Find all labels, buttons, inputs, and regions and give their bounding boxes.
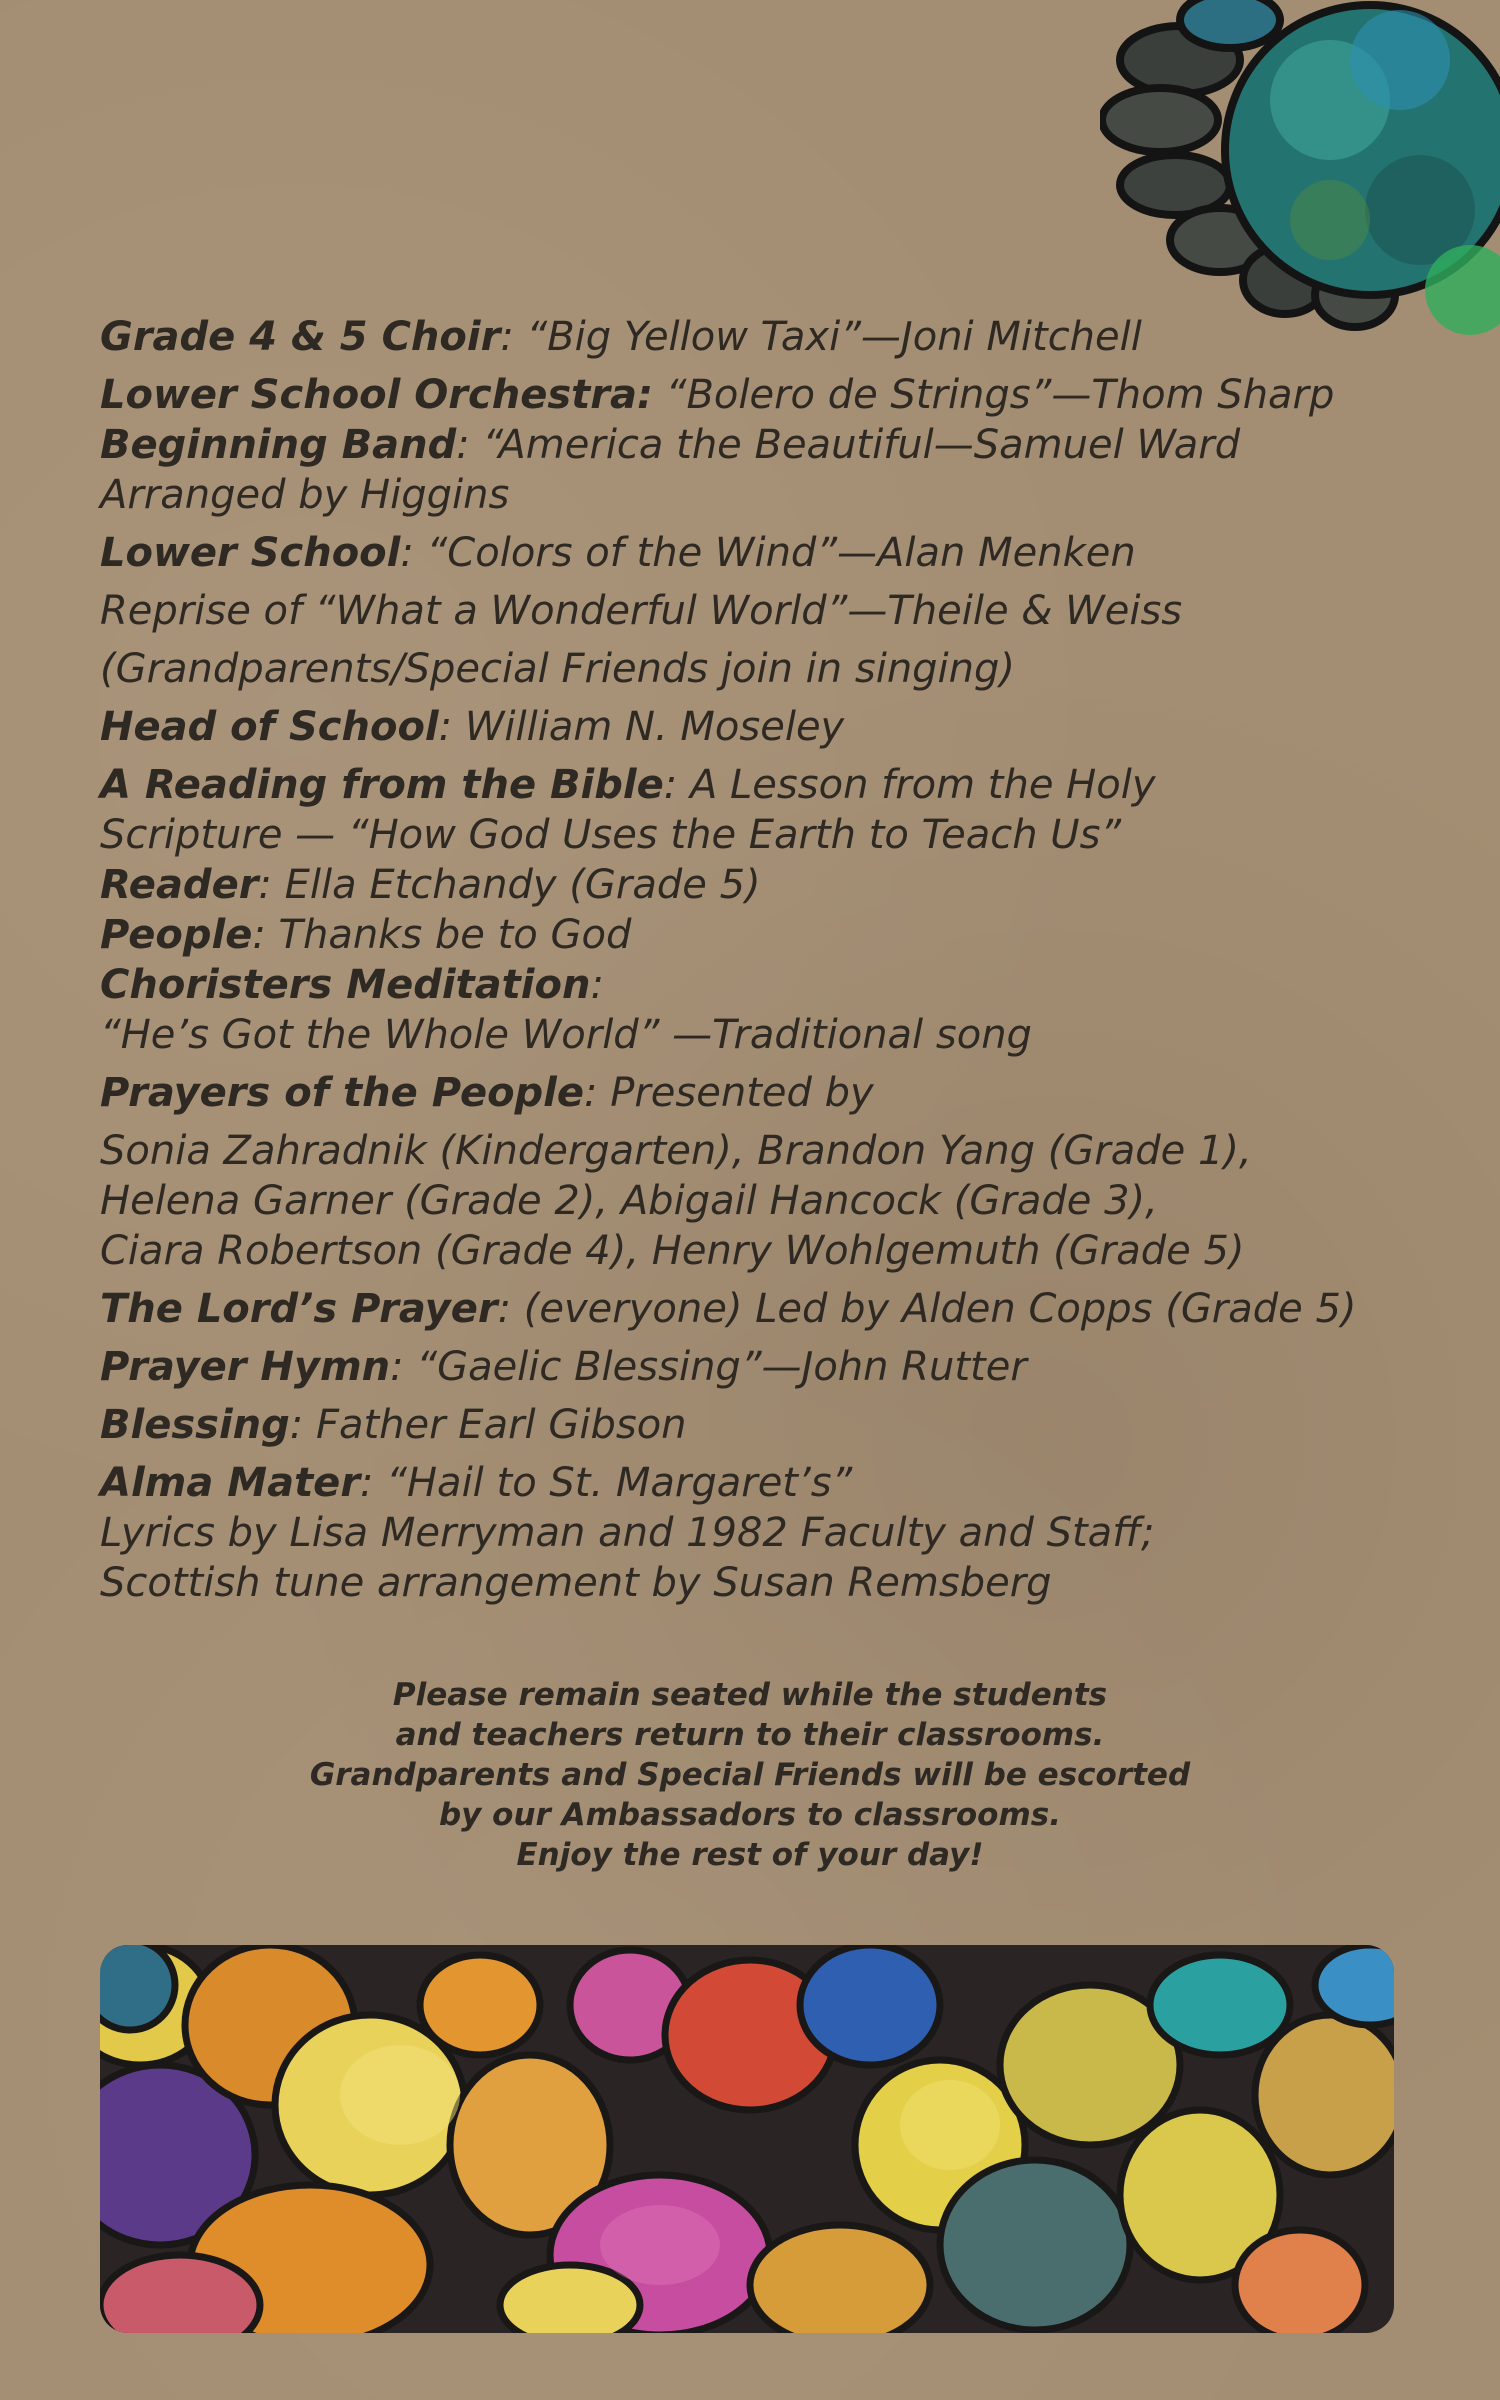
notice-line: and teachers return to their classrooms. [395, 1717, 1105, 1753]
closing-notice [250, 1675, 1250, 1875]
program-line: A Reading from the Bible: A Lesson from the Holy [100, 762, 1156, 808]
program-line: Blessing: Father Earl Gibson [100, 1402, 687, 1448]
program-line: (Grandparents/Special Friends join in singing) [100, 646, 1016, 692]
program-line: Helena Garner (Grade 2), Abigail Hancock (Grade 3), [100, 1178, 1158, 1224]
program-line: “He’s Got the Whole World” —Traditional song [100, 1012, 1032, 1058]
program-line: Ciara Robertson (Grade 4), Henry Wohlgemuth (Grade 5) [100, 1228, 1245, 1274]
program-line: Alma Mater: “Hail to St. Margaret’s” [100, 1460, 853, 1506]
program-line: Sonia Zahradnik (Kindergarten), Brandon Yang (Grade 1), [100, 1128, 1252, 1174]
program-line: Head of School: William N. Moseley [100, 704, 845, 750]
notice-line: Grandparents and Special Friends will be escorted [309, 1757, 1191, 1793]
program-line: The Lord’s Prayer: (everyone) Led by Alden Copps (Grade 5) [100, 1286, 1357, 1332]
program-line: Lower School: “Colors of the Wind”—Alan Menken [100, 530, 1136, 576]
program-line: People: Thanks be to God [100, 912, 632, 958]
program-line: Choristers Meditation: [100, 962, 604, 1008]
program-line: Grade 4 & 5 Choir: “Big Yellow Taxi”—Joni Mitchell [100, 314, 1142, 360]
program-line: Lower School Orchestra: “Bolero de Strings”—Thom Sharp [100, 372, 1335, 418]
notice-line: Please remain seated while the students [392, 1677, 1108, 1713]
program-line: Lyrics by Lisa Merryman and 1982 Faculty and Staff; [100, 1510, 1155, 1556]
program-line: Arranged by Higgins [100, 472, 510, 518]
painted-pebbles-icon [100, 1945, 1394, 2333]
program-line: Reader: Ella Etchandy (Grade 5) [100, 862, 761, 908]
notice-line: Enjoy the rest of your day! [516, 1837, 984, 1873]
program-line: Scottish tune arrangement by Susan Remsberg [100, 1560, 1052, 1606]
program-line: Prayer Hymn: “Gaelic Blessing”—John Rutter [100, 1344, 1027, 1390]
painted-flower-icon [1100, 0, 1500, 360]
program-line: Prayers of the People: Presented by [100, 1070, 874, 1116]
program-list [100, 312, 1440, 1608]
program-line: Reprise of “What a Wonderful World”—Theile & Weiss [100, 588, 1183, 634]
program-line: Beginning Band: “America the Beautiful—Samuel Ward [100, 422, 1241, 468]
notice-line: by our Ambassadors to classrooms. [438, 1797, 1062, 1833]
program-line: Scripture — “How God Uses the Earth to Teach Us” [100, 812, 1122, 858]
